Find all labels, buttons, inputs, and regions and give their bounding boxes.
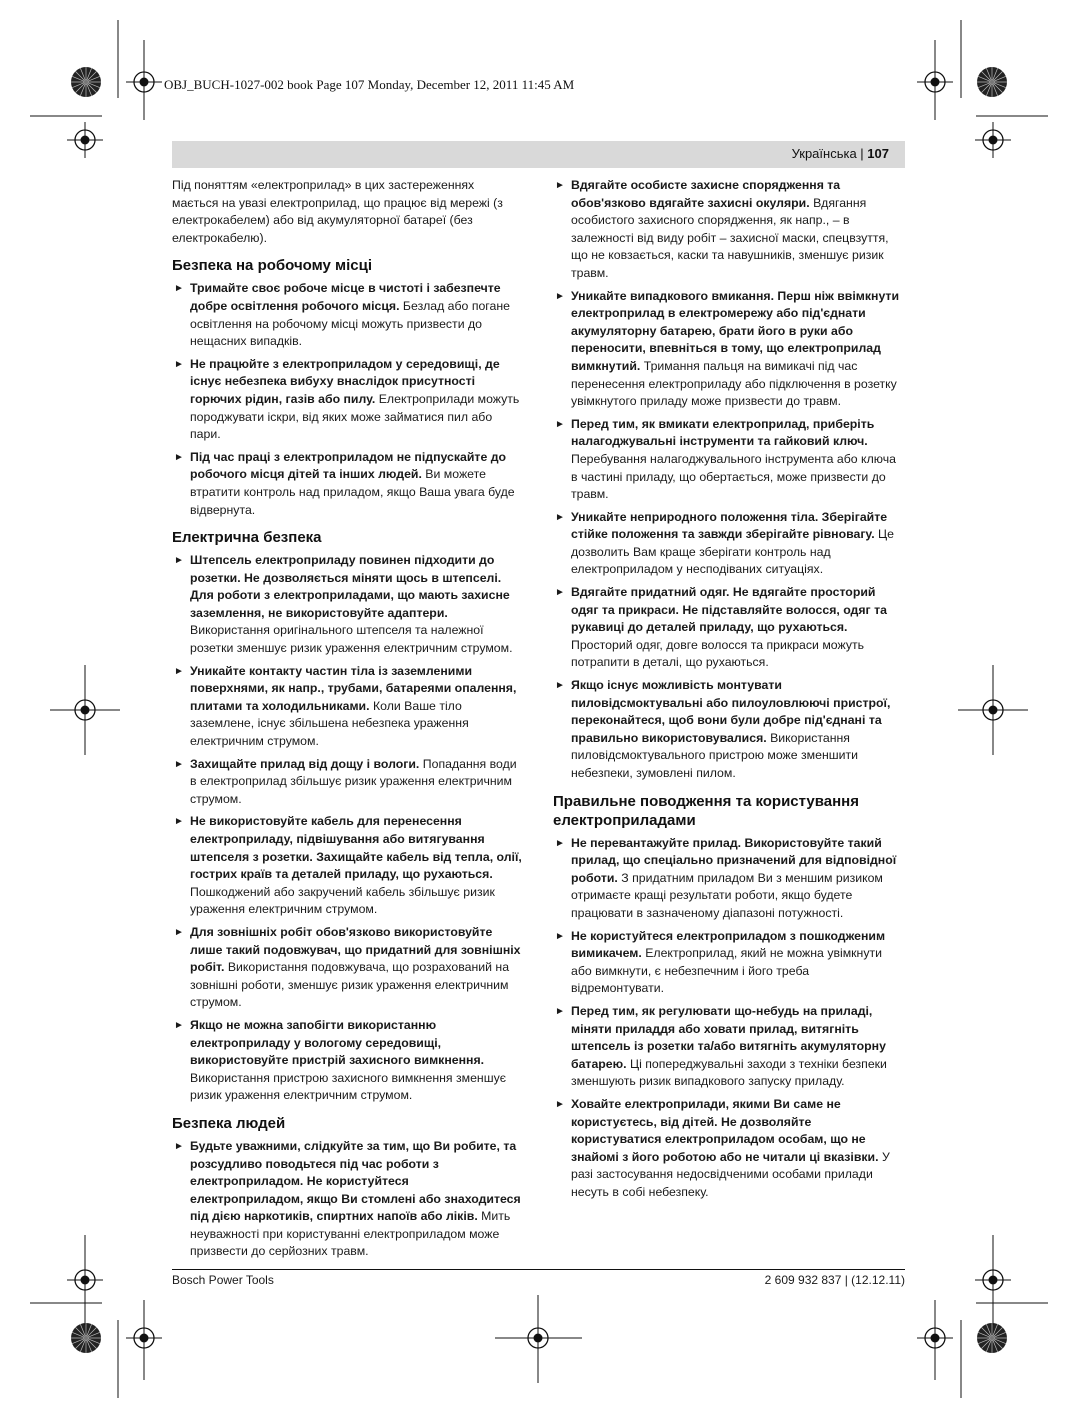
section-title: Безпека на робочому місці xyxy=(172,257,373,275)
header-separator: | xyxy=(856,146,868,161)
item-bold: Штепсель електроприладу повинен підходити до розетки. Не дозволяється міняти щось в штепселі. Для роботи з електроприладами, що мають захисне заземлення, не використовуйте адаптери. xyxy=(190,553,510,620)
bullet-icon: ► xyxy=(555,680,565,692)
item-text: Це дозволить Вам краще зберігати контроль над електроприладом у несподіваних ситуаціях. xyxy=(571,527,894,577)
header-language: Українська xyxy=(791,146,857,161)
item-text: Коли Ваше тіло заземлене, існує збільшена небезпека ураження електричним струмом. xyxy=(190,698,469,749)
item-bold: Вдягайте придатний одяг. Не вдягайте просторий одяг та прикраси. Не підставляйте волосся, одяг та рукавиці до деталей приладу, що рухаються. xyxy=(571,585,887,635)
list-item xyxy=(172,663,524,751)
section-title: Правильне поводження та користування електроприладами xyxy=(553,792,859,829)
page-header xyxy=(792,146,889,161)
item-text: Електроприлад, який не можна увімкнути або вимкнути, є небезпечним і його треба відремонтувати. xyxy=(571,946,883,996)
item-text: Пошкоджений або закручений кабель збільшує ризик ураження електричним струмом. xyxy=(190,884,495,917)
list-item xyxy=(553,288,905,411)
left-column xyxy=(172,177,524,1266)
bullet-icon: ► xyxy=(174,358,184,370)
list-item xyxy=(172,356,524,444)
list-item xyxy=(553,1003,905,1091)
item-bold: Уникайте випадкового вмикання. Перш ніж ввімкнути електроприлад в електромережу або під'єднати акумуляторну батарею, брати його в руки або переносити, впевніться в тому, що електроприлад вимкнутий. xyxy=(571,288,900,373)
item-bold: Не користуйтеся електроприладом з пошкодженим вимикачем. xyxy=(571,928,886,961)
footer-brand: Bosch Power Tools xyxy=(172,1273,274,1287)
item-text: Вдягання особистого захисного спорядження, як напр., – в залежності від виду робіт – захисної маски, спецвзуття, що не ковзається, каски та навушників, зменшує ризик травм. xyxy=(571,195,889,280)
print-slug: OBJ_BUCH-1027-002 book Page 107 Monday, December 12, 2011 11:45 AM xyxy=(164,77,575,92)
item-bold: Вдягайте особисте захисне спорядження та обов'язково вдягайте захисні окуляри. xyxy=(571,178,841,210)
item-bold: Для зовнішніх робіт обов'язково використовуйте лише такий подовжувач, що придатний для зовнішніх робіт. xyxy=(190,924,521,975)
bullet-icon: ► xyxy=(174,451,184,463)
item-text: Перебування налагоджувального інструмента або ключа в частині приладу, що обертається, може призвести до травм. xyxy=(571,451,896,502)
list-item xyxy=(172,924,524,1012)
list-item xyxy=(553,584,905,672)
item-bold: Під час праці з електроприладом не підпускайте до робочого місця дітей та інших людей. xyxy=(190,449,507,482)
bullet-icon: ► xyxy=(555,180,565,191)
list-item xyxy=(172,756,524,809)
list-item xyxy=(553,835,905,923)
bullet-icon: ► xyxy=(174,926,184,938)
bullet-icon: ► xyxy=(174,1140,184,1152)
list-item xyxy=(553,177,905,283)
bullet-icon: ► xyxy=(555,511,565,523)
bullet-icon: ► xyxy=(174,816,184,828)
footer-doc-number: 2 609 932 837 | (12.12.11) xyxy=(764,1273,905,1287)
bullet-icon: ► xyxy=(555,1098,565,1110)
item-text: Ви можете втратити контроль над приладом, якщо Ваша увага буде відвернута. xyxy=(190,467,515,517)
bullet-icon: ► xyxy=(174,665,184,677)
page-header-bar xyxy=(172,141,905,168)
bullet-icon: ► xyxy=(555,418,565,430)
item-text: У разі застосування недосвідченими особами прилади несуть в собі небезпеку. xyxy=(571,1149,890,1199)
right-column xyxy=(553,177,905,1206)
list-item xyxy=(553,509,905,579)
item-text: Використання пиловідсмоктувального пристрою може зменшити небезпеки, зумовлені пилом. xyxy=(571,730,858,780)
item-text: Попадання води в електроприлад збільшує ризик ураження електричним струмом. xyxy=(190,756,517,806)
bullet-icon: ► xyxy=(174,758,184,770)
list-item xyxy=(172,449,524,519)
bullet-icon: ► xyxy=(174,555,184,567)
footer-rule xyxy=(172,1269,905,1270)
item-bold: Будьте уважними, слідкуйте за тим, що Ви робите, та розсудливо поводьтеся під час роботи з електроприладом. Не користуйтеся електроприладом, якщо Ви стомлені або знаходитеся під дією наркотиків, спиртних напоїв або ліків. xyxy=(190,1138,521,1224)
item-bold: Не перевантажуйте прилад. Використовуйте такий прилад, що спеціально призначений для відповідної роботи. xyxy=(571,835,897,885)
bullet-icon: ► xyxy=(174,1019,184,1031)
list-item xyxy=(172,552,524,658)
list-item xyxy=(172,280,524,350)
list-item xyxy=(553,677,905,783)
list-item xyxy=(553,928,905,998)
list-item xyxy=(553,1096,905,1202)
item-text: Мить неуважності при користуванні електроприладом може призвести до серйозних травм. xyxy=(190,1209,511,1259)
list-item xyxy=(172,813,524,919)
list-item xyxy=(172,1017,524,1105)
item-text: Використання подовжувача, що розрахований на зовнішні роботи, зменшує ризик ураження електричним струмом. xyxy=(190,960,510,1010)
item-text: З придатним приладом Ви з меншим ризиком отримаєте кращі результати роботи, якщо будете працювати в зазначеному діапазоні потужності. xyxy=(571,870,883,920)
item-bold: Тримайте своє робоче місце в чистоті і забезпечте добре освітлення робочого місця. xyxy=(190,281,501,313)
item-bold: Захищайте прилад від дощу і вологи. xyxy=(190,756,420,771)
item-text: Просторий одяг, довге волосся та прикраси можуть потрапити в деталі, що рухаються. xyxy=(571,637,865,670)
item-bold: Перед тим, як вмикати електроприлад, приберіть налагоджувальні інструменти та гайковий ключ. xyxy=(571,416,875,449)
section-title: Електрична безпека xyxy=(172,529,322,547)
item-bold: Уникайте контакту частин тіла із заземленими поверхнями, як напр., трубами, батареями опалення, плитами та холодильниками. xyxy=(190,663,517,713)
bullet-icon: ► xyxy=(174,283,184,295)
item-text: Безлад або погане освітлення на робочому місці можуть призвести до нещасних випадків. xyxy=(190,298,510,349)
list-item xyxy=(172,1138,524,1261)
item-text: Використання пристрою захисного вимкнення зменшує ризик ураження електричним струмом. xyxy=(190,1070,507,1103)
item-bold: Не працюйте з електроприладом у середовищі, де існує небезпека вибуху внаслідок присутності горючих рідин, газів або пилу. xyxy=(190,356,500,406)
item-text: Тримання пальця на вимикачі під час перенесення електроприладу або підключення в розетку увімкнутого приладу може призвести до травм. xyxy=(571,358,897,409)
item-text: Використання оригінального штепселя та належної розетки зменшує ризик ураження електричним струмом. xyxy=(190,623,513,656)
bullet-icon: ► xyxy=(555,837,565,849)
section-title: Безпека людей xyxy=(172,1114,286,1132)
list-item xyxy=(553,416,905,504)
item-bold: Ховайте електроприлади, якими Ви саме не користуєтесь, від дітей. Не дозволяйте користуватися електроприладом особам, що не знайомі з його роботою або не читали ці вказівки. xyxy=(571,1096,879,1164)
bullet-icon: ► xyxy=(555,930,565,942)
item-bold: Перед тим, як регулювати що-небудь на приладі, міняти приладдя або ховати прилад, витягніть штепсель із розетки та/або витягніть акумуляторну батарею. xyxy=(571,1003,886,1071)
item-bold: Якщо існує можливість монтувати пиловідсмоктувальні або пилоуловлюючі пристрої, переконайтеся, щоб вони були добре під'єднані та правильно використовувалися. xyxy=(571,678,891,745)
item-bold: Якщо не можна запобігти використанню електроприладу у вологому середовищі, використовуйте пристрій захисного вимкнення. xyxy=(190,1017,485,1068)
item-text: Електроприлади можуть породжувати іскри, від яких може займатися пил або пари. xyxy=(190,391,520,442)
page-number: 107 xyxy=(867,146,889,161)
bullet-icon: ► xyxy=(555,1005,565,1017)
item-bold: Не використовуйте кабель для перенесення електроприладу, підвішування або витягування штепселя з розетки. Захищайте кабель від тепла, олії, гострих країв та деталей приладу, що рухаються. xyxy=(190,814,522,882)
bullet-icon: ► xyxy=(555,587,565,599)
item-bold: Уникайте неприродного положення тіла. Зберігайте стійке положення та завжди зберігайте рівновагу. xyxy=(571,509,888,542)
bullet-icon: ► xyxy=(555,290,565,302)
intro-paragraph: Під поняттям «електроприлад» в цих застереженнях мається на увазі електроприлад, що працює від мережі (з електрокабелем) або від акумуляторної батареї (без електрокабелю). xyxy=(172,178,503,245)
item-text: Ці попереджувальні заходи з техніки безпеки зменшують ризик випадкового запуску приладу. xyxy=(571,1056,887,1089)
